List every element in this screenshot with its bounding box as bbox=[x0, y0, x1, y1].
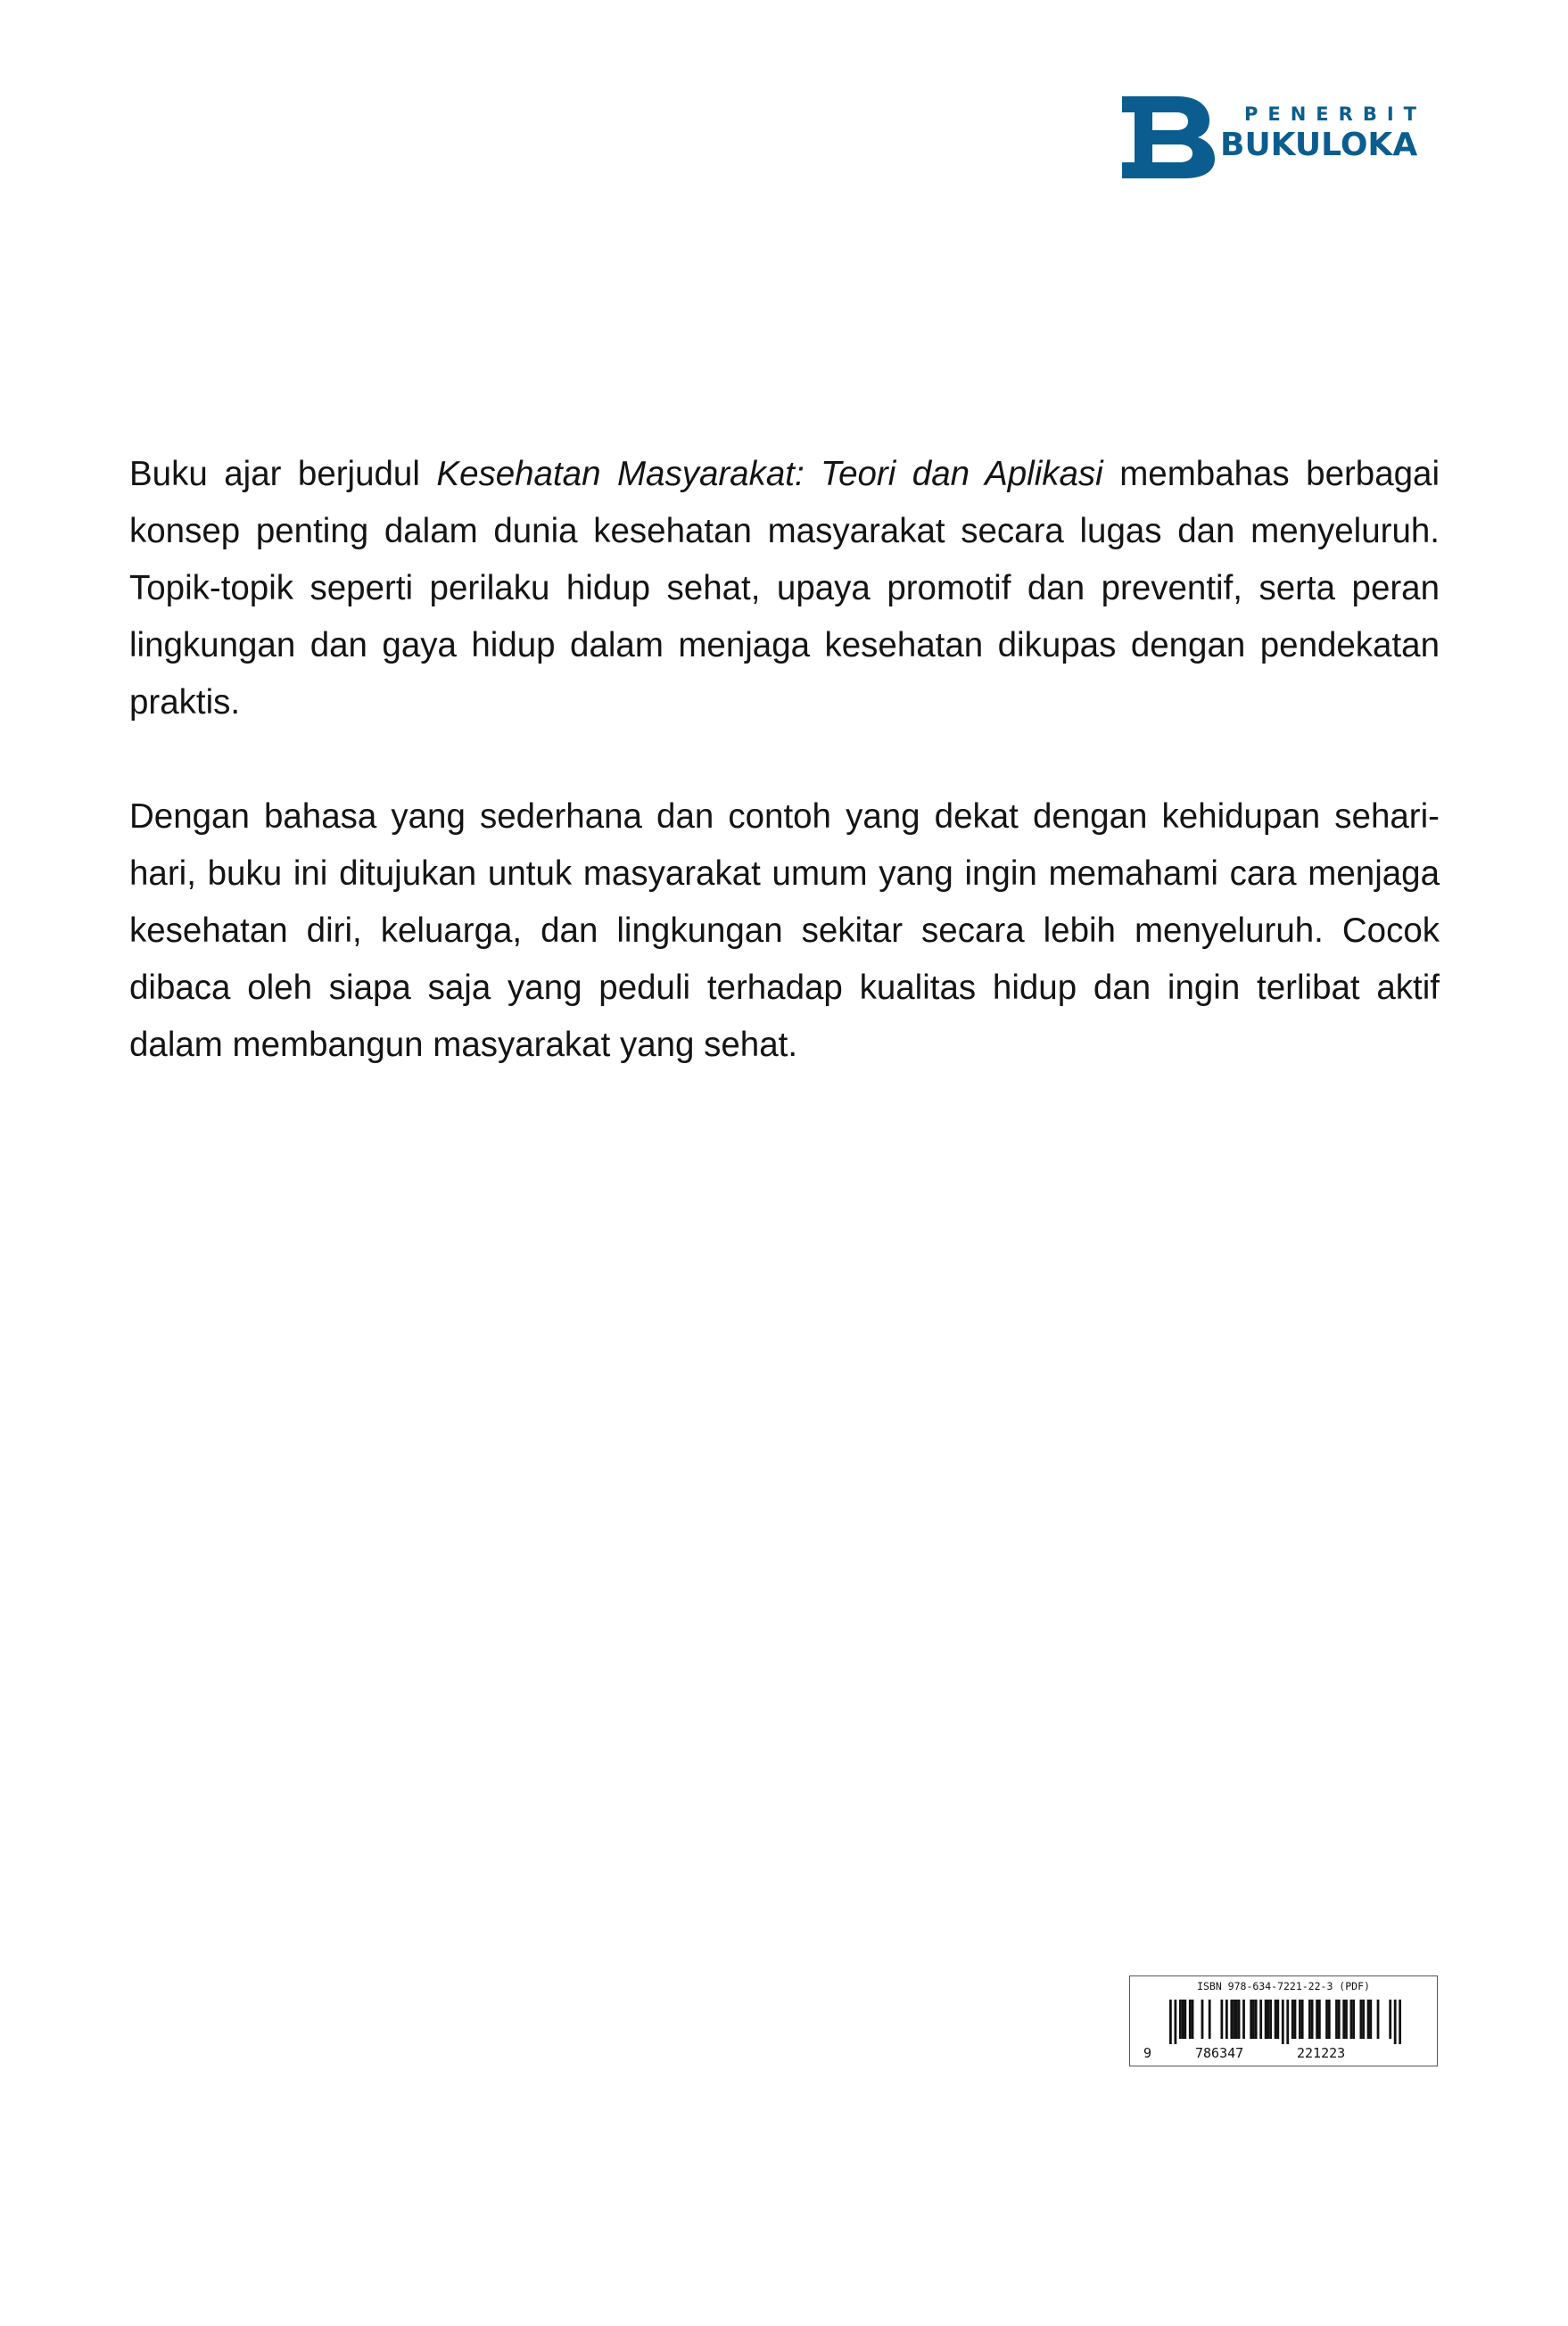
isbn-barcode-box bbox=[1129, 1975, 1438, 2066]
barcode-bar bbox=[1399, 2000, 1401, 2044]
barcode-bar bbox=[1265, 2000, 1267, 2039]
barcode-icon bbox=[1169, 2000, 1401, 2044]
barcode-bar bbox=[1286, 2000, 1289, 2044]
barcode-bar bbox=[1316, 2000, 1318, 2039]
barcode-bar bbox=[1342, 2000, 1345, 2039]
barcode-bar bbox=[1184, 2000, 1186, 2039]
publisher-name: BUKULOKA bbox=[1220, 127, 1418, 163]
barcode-bar bbox=[1220, 2000, 1223, 2039]
barcode-bar bbox=[1282, 2000, 1284, 2044]
barcode-bar bbox=[1226, 2000, 1228, 2039]
barcode-bar bbox=[1369, 2000, 1372, 2039]
barcode-bar bbox=[1259, 2000, 1262, 2039]
barcode-bar bbox=[1209, 2000, 1211, 2039]
blurb-paragraph-1 bbox=[129, 446, 1440, 731]
barcode-bar bbox=[1169, 2000, 1172, 2044]
barcode-bar bbox=[1235, 2000, 1238, 2039]
barcode-digits-right: 221223 bbox=[1297, 2045, 1346, 2061]
barcode-bar bbox=[1242, 2000, 1245, 2039]
isbn-label: ISBN 978-634-7221-22-3 (PDF) bbox=[1197, 1980, 1370, 1992]
barcode-digits-left: 786347 bbox=[1195, 2045, 1244, 2061]
barcode-bar bbox=[1367, 2000, 1370, 2039]
barcode-bar bbox=[1182, 2000, 1184, 2039]
book-blurb bbox=[129, 446, 1440, 1074]
barcode-bar bbox=[1276, 2000, 1279, 2039]
barcode-bar bbox=[1335, 2000, 1338, 2039]
barcode-bar bbox=[1192, 2000, 1194, 2039]
barcode-bar bbox=[1179, 2000, 1182, 2039]
barcode-bar bbox=[1394, 2000, 1397, 2044]
barcode-bar bbox=[1389, 2000, 1391, 2039]
barcode-bar bbox=[1201, 2000, 1204, 2039]
barcode-bar bbox=[1233, 2000, 1235, 2039]
publisher-logo bbox=[1122, 96, 1445, 178]
barcode-bar bbox=[1255, 2000, 1258, 2039]
barcode-bar bbox=[1238, 2000, 1241, 2039]
barcode-bar bbox=[1325, 2000, 1328, 2039]
barcode-bar bbox=[1352, 2000, 1355, 2039]
blurb-p1-intro: Buku ajar berjudul bbox=[129, 455, 437, 493]
blurb-p1-body: membahas berbagai konsep penting dalam dunia kesehatan masyarakat secara lugas dan menyeluruh. Topik-topik seperti perilaku hidup sehat, upaya promotif dan preventif, serta peran lingkungan dan gaya hidup dalam menjaga kesehatan dikupas dengan pendekatan praktis. bbox=[129, 455, 1440, 722]
barcode-bar bbox=[1359, 2000, 1362, 2039]
barcode-bar bbox=[1250, 2000, 1252, 2039]
barcode-bar bbox=[1377, 2000, 1380, 2039]
barcode-bar bbox=[1338, 2000, 1341, 2039]
barcode-bar bbox=[1311, 2000, 1314, 2039]
barcode-bar bbox=[1294, 2000, 1297, 2039]
blurb-paragraph-2: Dengan bahasa yang sederhana dan contoh yang dekat dengan kehidupan sehari-hari, buku ini ditujukan untuk masyarakat umum yang ingin memahami cara menjaga kesehatan diri, keluarga, dan lingkungan sekitar secara lebih menyeluruh. Cocok dibaca oleh siapa saja yang peduli terhadap kualitas hidup dan ingin terlibat aktif dalam membangun masyarakat yang sehat. bbox=[129, 797, 1440, 1064]
barcode-bar bbox=[1301, 2000, 1304, 2039]
barcode-bar bbox=[1174, 2000, 1176, 2044]
barcode-bar bbox=[1299, 2000, 1301, 2039]
barcode-bar bbox=[1345, 2000, 1348, 2039]
publisher-label: PENERBIT bbox=[1244, 103, 1426, 125]
barcode-bar bbox=[1350, 2000, 1353, 2039]
book-title: Kesehatan Masyarakat: Teori dan Aplikasi bbox=[436, 455, 1103, 493]
barcode-bar bbox=[1252, 2000, 1255, 2039]
barcode-bar bbox=[1275, 2000, 1277, 2039]
barcode-bar bbox=[1230, 2000, 1233, 2039]
barcode-bar bbox=[1267, 2000, 1269, 2039]
barcode-bar bbox=[1318, 2000, 1321, 2039]
barcode-digit-lead: 9 bbox=[1143, 2045, 1152, 2061]
barcode-bar bbox=[1292, 2000, 1294, 2039]
barcode-bar bbox=[1328, 2000, 1331, 2039]
bukuloka-b-logo-icon bbox=[1122, 96, 1215, 178]
barcode-bar bbox=[1362, 2000, 1365, 2039]
barcode-bar bbox=[1189, 2000, 1192, 2039]
barcode-bar bbox=[1269, 2000, 1272, 2039]
barcode-bar bbox=[1308, 2000, 1311, 2039]
